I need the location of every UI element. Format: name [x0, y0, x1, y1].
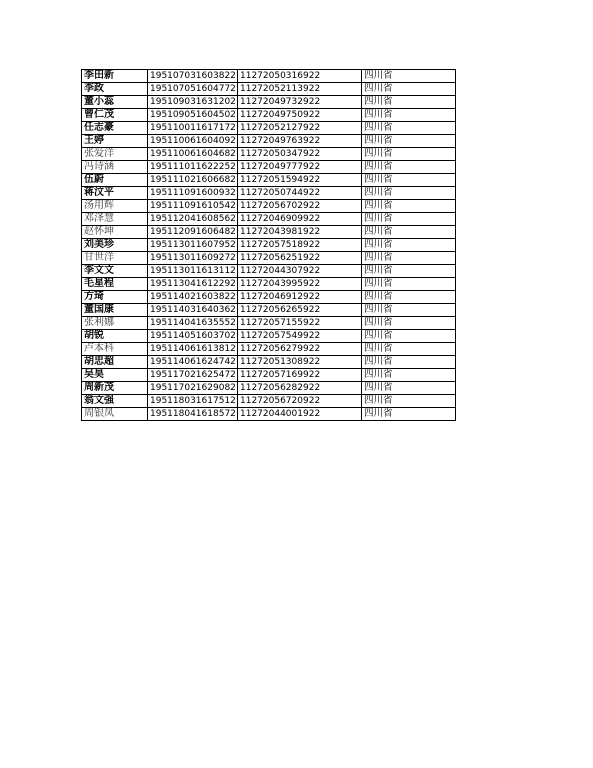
- province-cell[interactable]: 四川省: [362, 291, 456, 304]
- name-cell[interactable]: 伍蔚: [82, 174, 148, 187]
- table-row: [82, 304, 456, 317]
- table-row: [82, 317, 456, 330]
- table-row: [82, 265, 456, 278]
- exam-number-cell[interactable]: 11272050316922: [238, 70, 362, 83]
- name-cell[interactable]: 胡锐: [82, 330, 148, 343]
- exam-number-cell[interactable]: 11272049732922: [238, 96, 362, 109]
- table-row: [82, 278, 456, 291]
- exam-number-cell[interactable]: 11272052113922: [238, 83, 362, 96]
- name-cell[interactable]: 李田新: [82, 70, 148, 83]
- name-cell[interactable]: 蒋汶平: [82, 187, 148, 200]
- exam-number-cell[interactable]: 11272043981922: [238, 226, 362, 239]
- exam-number-cell[interactable]: 11272052127922: [238, 122, 362, 135]
- name-cell[interactable]: 董国康: [82, 304, 148, 317]
- exam-number-cell[interactable]: 11272044001922: [238, 408, 362, 421]
- id-number-cell[interactable]: 195112091606482: [148, 226, 238, 239]
- id-number-cell[interactable]: 195114041635552: [148, 317, 238, 330]
- id-number-cell[interactable]: 195118031617512: [148, 395, 238, 408]
- province-cell[interactable]: 四川省: [362, 395, 456, 408]
- name-cell[interactable]: 冯诗涵: [82, 161, 148, 174]
- table-row: [82, 239, 456, 252]
- province-cell[interactable]: 四川省: [362, 187, 456, 200]
- province-cell[interactable]: 四川省: [362, 174, 456, 187]
- id-number-cell[interactable]: 195111091600932: [148, 187, 238, 200]
- table-row: [82, 291, 456, 304]
- exam-number-cell[interactable]: 11272046912922: [238, 291, 362, 304]
- id-number-cell[interactable]: 195117021625472: [148, 369, 238, 382]
- id-number-cell[interactable]: 195113011609272: [148, 252, 238, 265]
- id-number-cell[interactable]: 195111091610542: [148, 200, 238, 213]
- province-cell[interactable]: 四川省: [362, 408, 456, 421]
- table-row: [82, 161, 456, 174]
- id-number-cell[interactable]: 195114031640362: [148, 304, 238, 317]
- table-row: [82, 369, 456, 382]
- id-number-cell[interactable]: 195114061613812: [148, 343, 238, 356]
- exam-number-cell[interactable]: 11272046909922: [238, 213, 362, 226]
- province-cell[interactable]: 四川省: [362, 278, 456, 291]
- exam-number-cell[interactable]: 11272056282922: [238, 382, 362, 395]
- table-row: [82, 343, 456, 356]
- id-number-cell[interactable]: 195118041618572: [148, 408, 238, 421]
- table-row: [82, 226, 456, 239]
- id-number-cell[interactable]: 195113041612292: [148, 278, 238, 291]
- province-cell[interactable]: 四川省: [362, 83, 456, 96]
- id-number-cell[interactable]: 195117021629082: [148, 382, 238, 395]
- province-cell[interactable]: 四川省: [362, 252, 456, 265]
- id-number-cell[interactable]: 195112041608562: [148, 213, 238, 226]
- table-row: [82, 213, 456, 226]
- table-row: [82, 70, 456, 83]
- name-cell[interactable]: 吴昊: [82, 369, 148, 382]
- exam-number-cell[interactable]: 11272050744922: [238, 187, 362, 200]
- province-cell[interactable]: 四川省: [362, 304, 456, 317]
- exam-number-cell[interactable]: 11272057549922: [238, 330, 362, 343]
- province-cell[interactable]: 四川省: [362, 226, 456, 239]
- id-number-cell[interactable]: 195114061624742: [148, 356, 238, 369]
- table-row: [82, 395, 456, 408]
- id-number-cell[interactable]: 195107031603822: [148, 70, 238, 83]
- table-row: [82, 122, 456, 135]
- name-cell[interactable]: 毛星程: [82, 278, 148, 291]
- province-cell[interactable]: 四川省: [362, 109, 456, 122]
- id-number-cell[interactable]: 195111021606682: [148, 174, 238, 187]
- province-cell[interactable]: 四川省: [362, 369, 456, 382]
- province-cell[interactable]: 四川省: [362, 382, 456, 395]
- id-number-cell[interactable]: 195110011617172: [148, 122, 238, 135]
- id-number-cell[interactable]: 195114021603822: [148, 291, 238, 304]
- id-number-cell[interactable]: 195110061604092: [148, 135, 238, 148]
- exam-number-cell[interactable]: 11272050347922: [238, 148, 362, 161]
- id-number-cell[interactable]: 195113011607952: [148, 239, 238, 252]
- province-cell[interactable]: 四川省: [362, 148, 456, 161]
- province-cell[interactable]: 四川省: [362, 70, 456, 83]
- exam-number-cell[interactable]: 11272056702922: [238, 200, 362, 213]
- exam-number-cell[interactable]: 11272057155922: [238, 317, 362, 330]
- table-row: [82, 252, 456, 265]
- name-cell[interactable]: 周银凤: [82, 408, 148, 421]
- id-number-cell[interactable]: 195113011613112: [148, 265, 238, 278]
- table-row: [82, 356, 456, 369]
- name-cell[interactable]: 任志豪: [82, 122, 148, 135]
- name-cell[interactable]: 胡忠超: [82, 356, 148, 369]
- name-cell[interactable]: 汤用辉: [82, 200, 148, 213]
- name-cell[interactable]: 王婷: [82, 135, 148, 148]
- name-cell[interactable]: 董小蕊: [82, 96, 148, 109]
- table-row: [82, 200, 456, 213]
- province-cell[interactable]: 四川省: [362, 356, 456, 369]
- id-number-cell[interactable]: 195111011622252: [148, 161, 238, 174]
- table-row: [82, 382, 456, 395]
- name-cell[interactable]: 翁文强: [82, 395, 148, 408]
- exam-number-cell[interactable]: 11272051308922: [238, 356, 362, 369]
- province-cell[interactable]: 四川省: [362, 135, 456, 148]
- table-row: [82, 408, 456, 421]
- exam-number-cell[interactable]: 11272056279922: [238, 343, 362, 356]
- name-cell[interactable]: 刘美珍: [82, 239, 148, 252]
- table-row: [82, 109, 456, 122]
- exam-number-cell[interactable]: 11272049777922: [238, 161, 362, 174]
- id-number-cell[interactable]: 195107051604772: [148, 83, 238, 96]
- exam-number-cell[interactable]: 11272057169922: [238, 369, 362, 382]
- province-cell[interactable]: 四川省: [362, 317, 456, 330]
- table-row: [82, 135, 456, 148]
- province-cell[interactable]: 四川省: [362, 96, 456, 109]
- province-cell[interactable]: 四川省: [362, 239, 456, 252]
- name-cell[interactable]: 卢本科: [82, 343, 148, 356]
- name-cell[interactable]: 张爱洋: [82, 148, 148, 161]
- exam-number-cell[interactable]: 11272056720922: [238, 395, 362, 408]
- exam-number-cell[interactable]: 11272056251922: [238, 252, 362, 265]
- id-number-cell[interactable]: 195110061604682: [148, 148, 238, 161]
- province-cell[interactable]: 四川省: [362, 122, 456, 135]
- name-cell[interactable]: 李政: [82, 83, 148, 96]
- roster-table-body: [82, 70, 456, 421]
- exam-number-cell[interactable]: 11272044307922: [238, 265, 362, 278]
- roster-table: [81, 69, 456, 421]
- table-row: [82, 330, 456, 343]
- province-cell[interactable]: 四川省: [362, 200, 456, 213]
- table-row: [82, 83, 456, 96]
- province-cell[interactable]: 四川省: [362, 343, 456, 356]
- exam-number-cell[interactable]: 11272056265922: [238, 304, 362, 317]
- exam-number-cell[interactable]: 11272049750922: [238, 109, 362, 122]
- table-row: [82, 187, 456, 200]
- name-cell[interactable]: 张利娜: [82, 317, 148, 330]
- name-cell[interactable]: 周新茂: [82, 382, 148, 395]
- name-cell[interactable]: 赵怀坤: [82, 226, 148, 239]
- name-cell[interactable]: 甘世洋: [82, 252, 148, 265]
- table-row: [82, 174, 456, 187]
- exam-number-cell[interactable]: 11272043995922: [238, 278, 362, 291]
- name-cell[interactable]: 曾仁茂: [82, 109, 148, 122]
- id-number-cell[interactable]: 195109031631202: [148, 96, 238, 109]
- province-cell[interactable]: 四川省: [362, 330, 456, 343]
- id-number-cell[interactable]: 195109051604502: [148, 109, 238, 122]
- province-cell[interactable]: 四川省: [362, 161, 456, 174]
- name-cell[interactable]: 李文文: [82, 265, 148, 278]
- province-cell[interactable]: 四川省: [362, 213, 456, 226]
- province-cell[interactable]: 四川省: [362, 265, 456, 278]
- name-cell[interactable]: 方琦: [82, 291, 148, 304]
- exam-number-cell[interactable]: 11272051594922: [238, 174, 362, 187]
- table-row: [82, 96, 456, 109]
- exam-number-cell[interactable]: 11272049763922: [238, 135, 362, 148]
- id-number-cell[interactable]: 195114051603702: [148, 330, 238, 343]
- table-row: [82, 148, 456, 161]
- name-cell[interactable]: 邓泽慧: [82, 213, 148, 226]
- exam-number-cell[interactable]: 11272057518922: [238, 239, 362, 252]
